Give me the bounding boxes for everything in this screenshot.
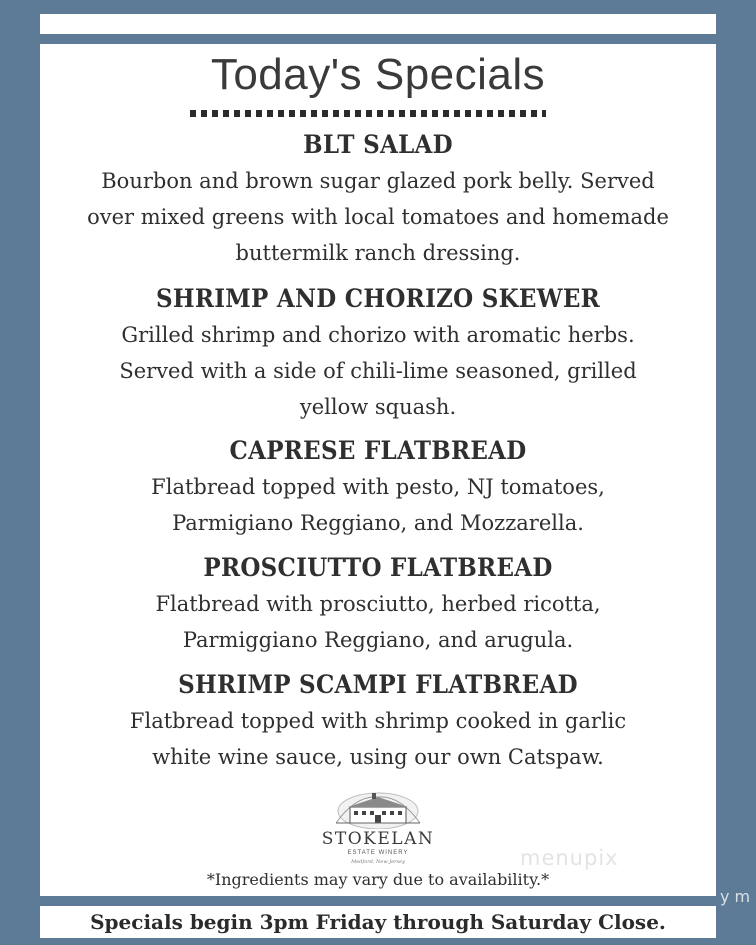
- dish-name: BLT SALAD: [303, 130, 453, 159]
- dish-name: CAPRESE FLATBREAD: [229, 436, 527, 465]
- logo-tagline: Medford, New Jersey: [351, 859, 405, 865]
- dish-description: Flatbread topped with shrimp cooked in garlic white wine sauce, using our own Catspaw.: [129, 709, 627, 769]
- dish-description: Flatbread topped with pesto, NJ tomatoes, Parmigiano Reggiano, and Mozzarella.: [151, 475, 605, 535]
- dish-description: Flatbread with prosciutto, herbed ricotta, Parmiggiano Reggiano, and arugula.: [155, 592, 601, 652]
- dish-name: SHRIMP AND CHORIZO SKEWER: [155, 284, 601, 313]
- availability-note: *Ingredients may vary due to availability.*: [206, 870, 550, 889]
- dish-description: Grilled shrimp and chorizo with aromatic herbs. Served with a side of chili-lime seasoned, grilled yellow squash.: [119, 323, 637, 419]
- page-title: Today's Specials: [210, 50, 546, 99]
- winery-logo: [316, 789, 440, 865]
- menu-item-shrimp-chorizo: [40, 284, 716, 425]
- specials-hours-banner: Specials begin 3pm Friday through Saturday Close.: [40, 906, 716, 938]
- logo-name: STOKELAN: [321, 829, 435, 849]
- logo-subtitle: ESTATE WINERY: [347, 850, 409, 856]
- dish-name: PROSCIUTTO FLATBREAD: [203, 553, 553, 582]
- menu-item-blt-salad: [40, 130, 716, 271]
- specials-card: [40, 44, 716, 896]
- estate-house-icon: [316, 789, 440, 829]
- dish-name: SHRIMP SCAMPI FLATBREAD: [178, 670, 578, 699]
- menu-item-caprese-flatbread: [40, 436, 716, 541]
- top-white-strip: [40, 14, 716, 34]
- watermark-text: menupix: [520, 846, 619, 870]
- menu-item-shrimp-scampi-flatbread: [40, 670, 716, 775]
- menu-item-prosciutto-flatbread: [40, 553, 716, 658]
- edge-overlay-text: y m: [720, 887, 751, 906]
- dotted-divider: [190, 110, 546, 117]
- dish-description: Bourbon and brown sugar glazed pork belly. Served over mixed greens with local tomatoes and homemade buttermilk ranch dressing.: [87, 169, 669, 265]
